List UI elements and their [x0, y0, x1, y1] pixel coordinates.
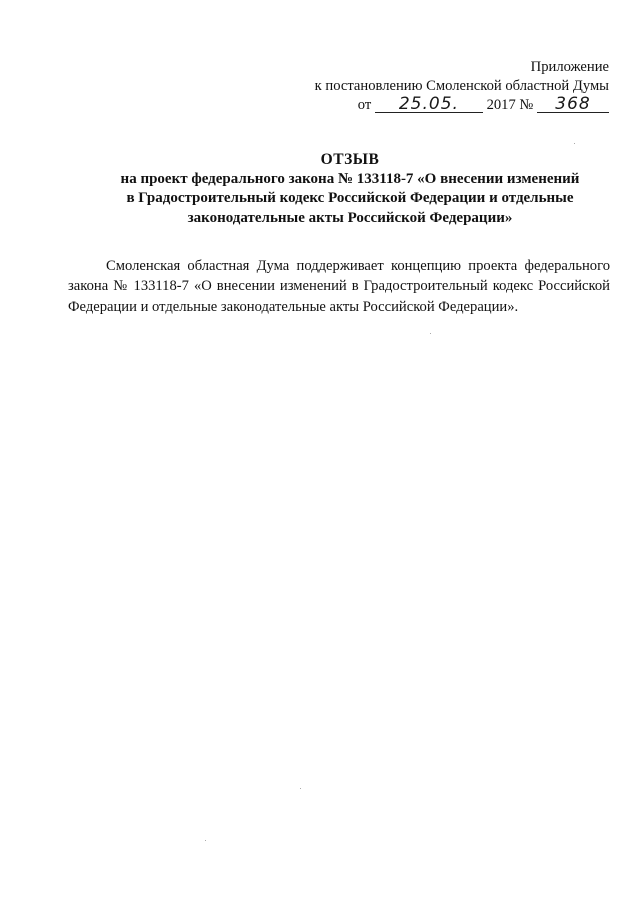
- document-body: [68, 256, 610, 317]
- scan-speck: [300, 788, 301, 789]
- scan-speck: [430, 333, 431, 334]
- title-line-3: законодательные акты Российской Федерации»: [187, 209, 513, 226]
- date-prefix: от: [357, 97, 372, 113]
- appendix-label: Приложение: [530, 59, 609, 75]
- number-sign: №: [519, 97, 534, 113]
- appendix-header: [315, 58, 609, 115]
- title-line-1: на проект федерального закона № 133118-7 «О внесении изменений: [120, 170, 580, 187]
- title-line-2: в Градостроительный кодекс Российской Федерации и отдельные: [126, 190, 574, 206]
- number-field: [537, 96, 609, 113]
- body-paragraph: Смоленская областная Дума поддерживает концепцию проекта федерального закона № 133118-7 «О внесении изменений в Градостроительный кодекс Российской Федерации и отдельные законодательные акты Российской Федерации».: [68, 258, 610, 315]
- appendix-resolution-ref: к постановлению Смоленской областной Думы: [314, 78, 609, 94]
- scan-speck: [205, 840, 206, 841]
- handwritten-number: 368: [555, 94, 591, 114]
- scan-speck: [574, 143, 575, 144]
- date-field: [375, 96, 483, 113]
- title-heading: ОТЗЫВ: [320, 151, 380, 168]
- year: 2017: [486, 97, 516, 113]
- appendix-date-number-line: [315, 96, 609, 115]
- document-title: [40, 150, 640, 228]
- handwritten-date: 25.05.: [398, 94, 459, 114]
